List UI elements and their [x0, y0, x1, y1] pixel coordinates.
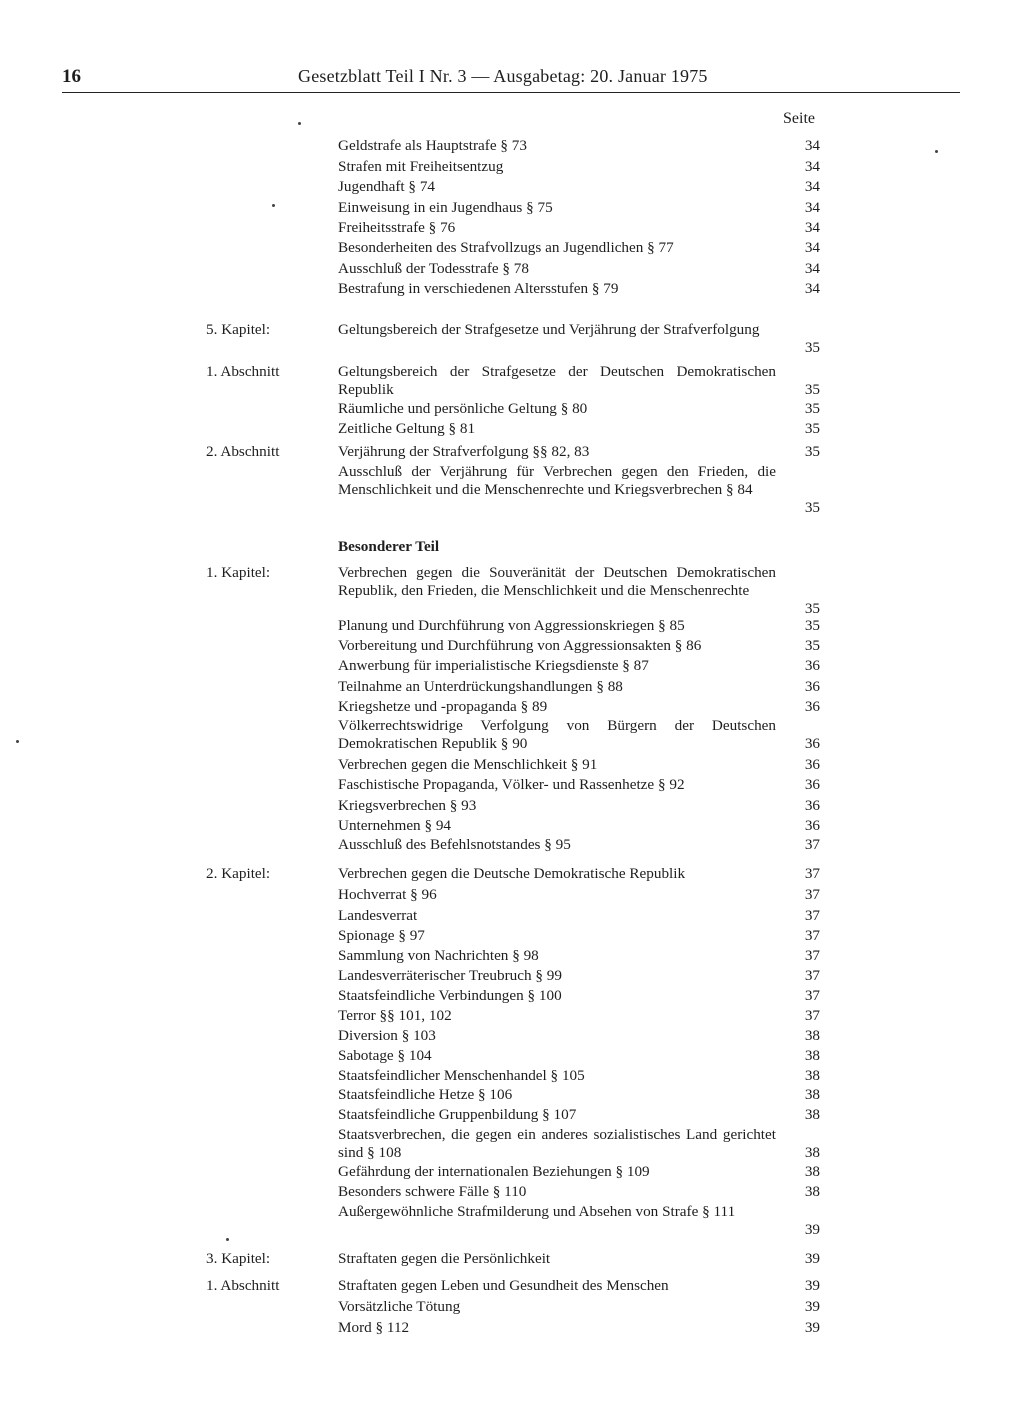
- page-ref: 36: [804, 657, 820, 674]
- page-number: 16: [62, 66, 81, 87]
- page-ref: 38: [804, 1163, 820, 1180]
- entry-title: Staatsverbrechen, die gegen ein anderes sozialistisches Land gerichtet sind § 108: [338, 1126, 776, 1161]
- page-ref: 35: [804, 637, 820, 654]
- entry-title: Hochverrat § 96: [338, 886, 437, 903]
- entry-title: Landesverräterischer Treubruch § 99: [338, 967, 562, 984]
- entry-title: Räumliche und persönliche Geltung § 80: [338, 400, 588, 417]
- page-ref: 34: [804, 199, 820, 216]
- page-ref: 35: [804, 381, 820, 398]
- entry-title: Freiheitsstrafe § 76: [338, 219, 456, 236]
- entry-title: Geltungsbereich der Strafgesetze und Verjährung der Strafverfolgung: [338, 321, 760, 338]
- scan-speck: [935, 150, 938, 153]
- page-ref: 39: [804, 1298, 820, 1315]
- page-ref: 37: [804, 927, 820, 944]
- seite-column-label: Seite: [783, 110, 815, 127]
- page-ref: 35: [804, 499, 820, 516]
- entry-title: Planung und Durchführung von Aggressionskriegen § 85: [338, 617, 685, 634]
- entry-title: Staatsfeindlicher Menschenhandel § 105: [338, 1067, 585, 1084]
- entry-title: Mord § 112: [338, 1319, 410, 1336]
- entry-title: Faschistische Propaganda, Völker- und Rassenhetze § 92: [338, 776, 685, 793]
- page-ref: 34: [804, 158, 820, 175]
- page-ref: 35: [804, 339, 820, 356]
- page-ref: 36: [804, 756, 820, 773]
- page-ref: 36: [804, 797, 820, 814]
- entry-title: Kriegshetze und -propaganda § 89: [338, 698, 548, 715]
- scan-speck: [226, 1238, 229, 1241]
- entry-title: Anwerbung für imperialistische Kriegsdienste § 87: [338, 657, 649, 674]
- page-ref: 36: [804, 735, 820, 752]
- page-ref: 38: [804, 1047, 820, 1064]
- entry-title: Ausschluß der Todesstrafe § 78: [338, 260, 529, 277]
- scan-speck: [298, 122, 301, 125]
- entry-title: Geldstrafe als Hauptstrafe § 73: [338, 137, 527, 154]
- page-ref: 37: [804, 865, 820, 882]
- page-ref: 34: [804, 178, 820, 195]
- running-title: Gesetzblatt Teil I Nr. 3 — Ausgabetag: 20. Januar 1975: [298, 66, 708, 86]
- entry-title: Staatsfeindliche Hetze § 106: [338, 1086, 513, 1103]
- page-ref: 37: [804, 967, 820, 984]
- entry-title: Diversion § 103: [338, 1027, 436, 1044]
- page-ref: 39: [804, 1319, 820, 1336]
- page-ref: 37: [804, 836, 820, 853]
- section-label: 3. Kapitel:: [206, 1250, 271, 1267]
- entry-title: Landesverrat: [338, 907, 418, 924]
- page-ref: 34: [804, 239, 820, 256]
- entry-title: Ausschluß der Verjährung für Verbrechen gegen den Frieden, die Menschlichkeit und die Menschenrechte und Kriegsverbrechen § 84: [338, 463, 776, 498]
- section-label: 1. Abschnitt: [206, 363, 280, 380]
- part-heading: Besonderer Teil: [338, 538, 440, 555]
- entry-title: Bestrafung in verschiedenen Altersstufen § 79: [338, 280, 619, 297]
- page-ref: 38: [804, 1106, 820, 1123]
- entry-title: Völkerrechtswidrige Verfolgung von Bürgern der Deutschen Demokratischen Republik § 90: [338, 717, 776, 752]
- page-ref: 36: [804, 698, 820, 715]
- section-label: 5. Kapitel:: [206, 321, 271, 338]
- scan-speck: [272, 204, 275, 207]
- page-ref: 38: [804, 1027, 820, 1044]
- entry-title: Sabotage § 104: [338, 1047, 432, 1064]
- entry-title: Vorbereitung und Durchführung von Aggressionsakten § 86: [338, 637, 702, 654]
- entry-title: Terror §§ 101, 102: [338, 1007, 452, 1024]
- entry-title: Zeitliche Geltung § 81: [338, 420, 476, 437]
- page-ref: 35: [804, 617, 820, 634]
- page-ref: 35: [804, 600, 820, 617]
- page-ref: 37: [804, 907, 820, 924]
- page-ref: 35: [804, 400, 820, 417]
- page-ref: 39: [804, 1221, 820, 1238]
- entry-title: Jugendhaft § 74: [338, 178, 436, 195]
- entry-title: Vorsätzliche Tötung: [338, 1298, 461, 1315]
- page-ref: 37: [804, 947, 820, 964]
- page-ref: 39: [804, 1277, 820, 1294]
- page-ref: 35: [804, 443, 820, 460]
- scan-speck: [16, 740, 19, 743]
- entry-title: Straftaten gegen die Persönlichkeit: [338, 1250, 551, 1267]
- entry-title: Verbrechen gegen die Menschlichkeit § 91: [338, 756, 598, 773]
- page-ref: 39: [804, 1250, 820, 1267]
- page-ref: 36: [804, 776, 820, 793]
- page-ref: 34: [804, 260, 820, 277]
- entry-title: Gefährdung der internationalen Beziehungen § 109: [338, 1163, 650, 1180]
- entry-title: Einweisung in ein Jugendhaus § 75: [338, 199, 553, 216]
- section-label: 1. Abschnitt: [206, 1277, 280, 1294]
- entry-title: Verbrechen gegen die Souveränität der Deutschen Demokratischen Republik, den Frieden, die Menschlichkeit und die Menschenrechte: [338, 564, 776, 599]
- entry-title: Staatsfeindliche Verbindungen § 100: [338, 987, 562, 1004]
- page-ref: 36: [804, 817, 820, 834]
- entry-title: Spionage § 97: [338, 927, 425, 944]
- page-ref: 38: [804, 1183, 820, 1200]
- entry-title: Teilnahme an Unterdrückungshandlungen § 88: [338, 678, 623, 695]
- entry-title: Kriegsverbrechen § 93: [338, 797, 477, 814]
- entry-title: Besonders schwere Fälle § 110: [338, 1183, 527, 1200]
- page-ref: 37: [804, 1007, 820, 1024]
- entry-title: Verjährung der Strafverfolgung §§ 82, 83: [338, 443, 590, 460]
- entry-title: Unternehmen § 94: [338, 817, 452, 834]
- page-ref: 37: [804, 987, 820, 1004]
- section-label: 1. Kapitel:: [206, 564, 271, 581]
- entry-title: Verbrechen gegen die Deutsche Demokratische Republik: [338, 865, 686, 882]
- page-ref: 34: [804, 280, 820, 297]
- page-ref: 38: [804, 1144, 820, 1161]
- page-ref: 36: [804, 678, 820, 695]
- entry-title: Ausschluß des Befehlsnotstandes § 95: [338, 836, 571, 853]
- page-ref: 38: [804, 1086, 820, 1103]
- entry-title: Straftaten gegen Leben und Gesundheit des Menschen: [338, 1277, 669, 1294]
- page-ref: 34: [804, 137, 820, 154]
- entry-title: Staatsfeindliche Gruppenbildung § 107: [338, 1106, 577, 1123]
- page-ref: 37: [804, 886, 820, 903]
- entry-title: Außergewöhnliche Strafmilderung und Absehen von Strafe § 111: [338, 1203, 736, 1220]
- entry-title: Besonderheiten des Strafvollzugs an Jugendlichen § 77: [338, 239, 674, 256]
- entry-title: Geltungsbereich der Strafgesetze der Deutschen Demokratischen Republik: [338, 363, 776, 398]
- entry-title: Sammlung von Nachrichten § 98: [338, 947, 539, 964]
- page-ref: 38: [804, 1067, 820, 1084]
- section-label: 2. Kapitel:: [206, 865, 271, 882]
- page-ref: 34: [804, 219, 820, 236]
- page-ref: 35: [804, 420, 820, 437]
- section-label: 2. Abschnitt: [206, 443, 280, 460]
- entry-title: Strafen mit Freiheitsentzug: [338, 158, 504, 175]
